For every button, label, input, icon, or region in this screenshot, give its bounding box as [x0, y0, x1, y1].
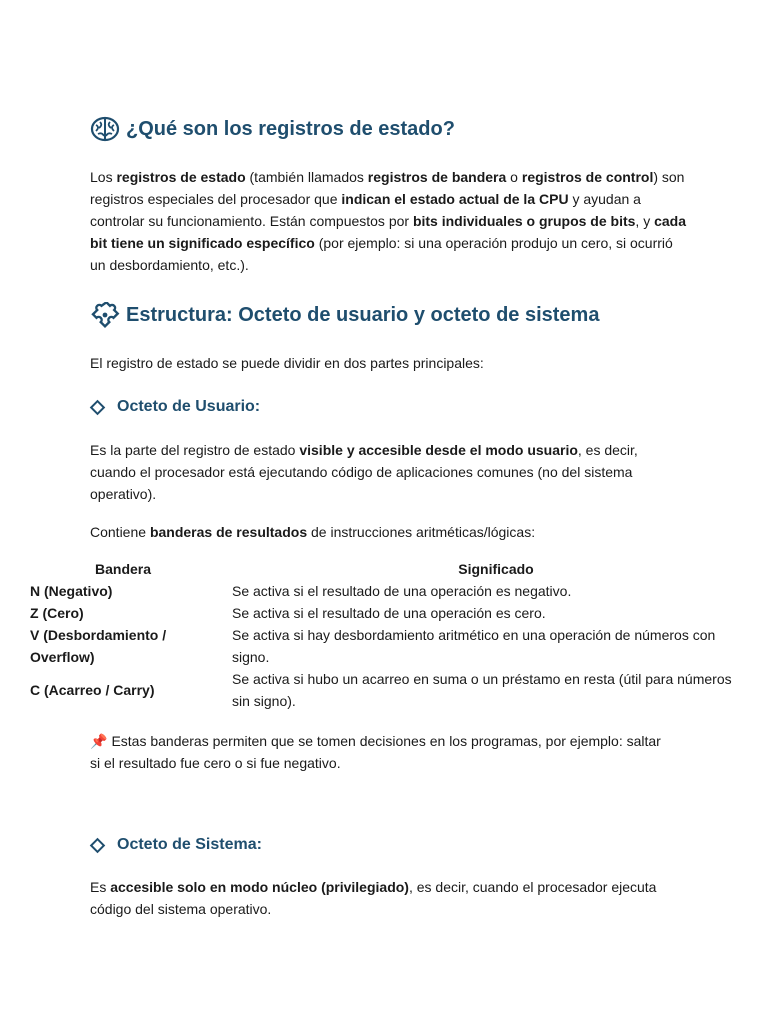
bold-text: banderas de resultados: [149, 524, 308, 540]
header-significado: Significado: [458, 561, 534, 577]
table-header-row: [30, 558, 750, 580]
puzzle-icon: [90, 302, 120, 328]
diamond-icon: [90, 399, 106, 415]
text-run: y ayudan a controlar su funcionamiento. Están compuestos por: [90, 191, 641, 229]
bold-text: indican el estado actual de la CPU: [341, 191, 569, 207]
desc-cell: Se activa si el resultado de una operación es cero.: [232, 605, 546, 621]
subsection-title-sistema: [90, 836, 262, 854]
text-run: , es decir, cuando el procesador ejecuta código del sistema operativo.: [90, 879, 657, 917]
section-title-text: Estructura: Octeto de usuario y octeto de sistema: [126, 303, 600, 326]
text-run: de instrucciones aritméticas/lógicas:: [307, 524, 536, 540]
sistema-paragraph: [90, 876, 690, 920]
flag-cell: V (Desbordamiento / Overflow): [30, 627, 167, 665]
pushpin-icon: 📌: [90, 733, 108, 749]
flag-cell: N (Negativo): [30, 583, 113, 599]
table-row: [30, 624, 750, 668]
bold-text: accesible solo en modo núcleo (privilegiado): [110, 879, 409, 895]
bold-text: registros de estado: [116, 169, 246, 185]
text-run: Es: [90, 879, 111, 895]
desc-cell: Se activa si el resultado de una operación es negativo.: [232, 583, 572, 599]
text-run: Los: [90, 169, 117, 185]
note-paragraph: [90, 730, 670, 774]
bold-text: registros de bandera: [367, 169, 507, 185]
header-bandera: Bandera: [95, 561, 152, 577]
subsection-title-text: Octeto de Sistema:: [117, 836, 262, 853]
bold-text: cada bit tiene un significado específico: [90, 213, 687, 251]
text-run: Contiene: [90, 524, 150, 540]
section-title-registros: [90, 116, 455, 142]
text-run: Es la parte del registro de estado: [90, 442, 300, 458]
subsection-title-usuario: [90, 398, 260, 416]
subsection-title-text: Octeto de Usuario:: [117, 398, 261, 415]
intro-paragraph: [90, 166, 690, 276]
text-run: o: [506, 169, 522, 185]
text-run: , es decir, cuando el procesador está ejecutando código de aplicaciones comunes (no del sistema operativo).: [90, 442, 638, 502]
text-run: (por ejemplo: si una operación produjo un cero, si ocurrió un desbordamiento, etc.).: [90, 235, 673, 273]
table-row: [30, 580, 750, 602]
table-row: [30, 668, 750, 712]
section-title-text: ¿Qué son los registros de estado?: [126, 117, 455, 140]
usuario-paragraph: [90, 439, 670, 505]
note-text: Estas banderas permiten que se tomen decisiones en los programas, por ejemplo: saltar si el resultado fue cero o si fue negativo.: [90, 733, 661, 771]
flag-cell: C (Acarreo / Carry): [30, 682, 155, 698]
bold-text: registros de control: [521, 169, 654, 185]
desc-cell: Se activa si hay desbordamiento aritmético en una operación de números con signo.: [232, 627, 716, 665]
bold-text: visible y accesible desde el modo usuario: [299, 442, 578, 458]
brain-icon: [90, 116, 120, 142]
estructura-intro: El registro de estado se puede dividir en dos partes principales:: [90, 355, 484, 371]
flag-cell: Z (Cero): [30, 605, 84, 621]
text-run: (también llamados: [245, 169, 368, 185]
table-row: [30, 602, 750, 624]
section-title-estructura: [90, 302, 599, 328]
bold-text: bits individuales o grupos de bits: [412, 213, 636, 229]
diamond-icon: [90, 837, 106, 853]
flags-table: [30, 558, 750, 712]
usuario-contains-paragraph: [90, 521, 535, 543]
text-run: , y: [635, 213, 655, 229]
text-run: ) son registros especiales del procesador que: [90, 169, 685, 207]
desc-cell: Se activa si hubo un acarreo en suma o un préstamo en resta (útil para números sin signo).: [232, 671, 732, 709]
